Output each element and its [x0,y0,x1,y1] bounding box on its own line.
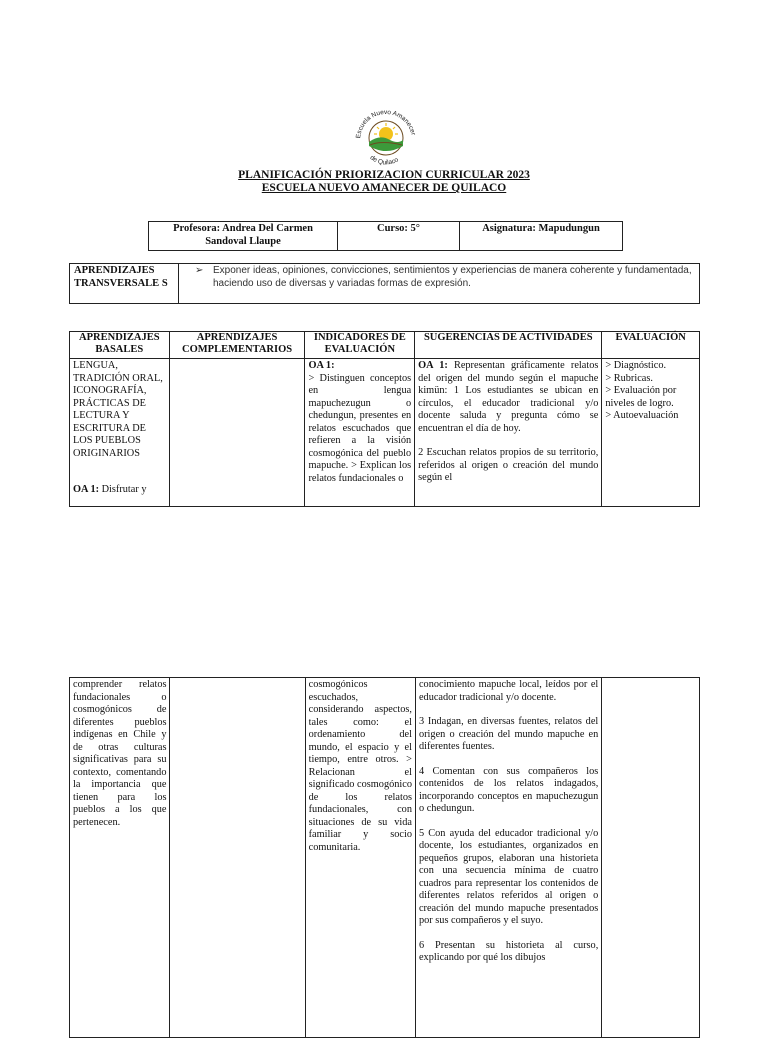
header-complementarios: APRENDIZAJES COMPLEMENTARIOS [169,332,305,359]
header-indicadores: INDICADORES DE EVALUACIÓN [305,332,415,359]
logo-text-bottom: de Quilaco [368,154,400,167]
indicadores-cell-continued: cosmogónicos escuchados, considerando aspectos, tales como: el ordenamiento del mundo, el espacio y el tiempo, entre otros. > Relacionan el significado cosmogónico de los relatos fundacionales, con situaciones de su vida familiar y socio comunitaria. [305,678,415,1038]
profesora-cell: Profesora: Andrea Del Carmen Sandoval Llaupe [149,222,338,251]
sugerencias-paragraph: 3 Indagan, en diversas fuentes, relatos del origen o creación del mundo mapuche en diferentes fuentes. [418,716,599,752]
header-basales: APRENDIZAJES BASALES [70,332,170,359]
basales-cell [70,359,170,507]
transversales-content [179,264,700,304]
document-title-line2: ESCUELA NUEVO AMANECER DE QUILACO [261,182,507,194]
indicadores-cell [305,359,415,507]
sugerencias-oa-label: OA 1: [418,360,448,371]
sugerencias-paragraph: 5 Con ayuda del educador tradicional y/o docente, los estudiantes, organizados en pequeños grupos, elaboran una historieta con una secuencia mínima de cuatro cuadros para representar los contenidos de diferentes relatos referidos al origen o creación del mundo mapuche presentados por sus compañeros y el suyo. [418,827,599,926]
basales-oa-text: Disfrutar y [99,484,147,495]
asignatura-cell: Asignatura: Mapudungun [460,222,623,251]
transversales-table [69,263,700,304]
evaluacion-item: > Rubricas. [605,372,653,384]
sugerencias-cell [415,359,602,507]
evaluacion-cell [602,359,700,507]
transversales-label: APRENDIZAJES TRANSVERSALE S [70,264,179,304]
curso-cell: Curso: 5° [338,222,460,251]
sugerencias-p2: 2 Escuchan relatos propios de su territorio, referidos al origen o creación del mundo según el [418,447,599,483]
evaluacion-cell-continued [602,678,700,1038]
sugerencias-p1: Representan gráficamente relatos del origen del mundo según el mapuche kimün: 1 Los estudiantes se ubican en círculos, el educador tradicional y/o docente saluda y pregunta cómo se encuentran el día de hoy. [418,360,599,434]
sugerencias-paragraph: 6 Presentan su historieta al curso, explicando por qué los dibujos [418,939,599,963]
info-table [148,221,623,251]
document-title-line1: PLANIFICACIÓN PRIORIZACION CURRICULAR 2023 [238,169,530,181]
planning-table-continued [69,677,700,1038]
header-evaluacion: EVALUACIÓN [602,332,700,359]
basales-cell-continued: comprender relatos fundacionales o cosmogónicos de diferentes pueblos indígenas en Chile y de otras culturas significativas para su contexto, comentando la importancia que tienen para los pueblos a los que pertenecen. [70,678,170,1038]
indicadores-oa-label: OA 1: [308,360,335,371]
transversales-text: Exponer ideas, opiniones, convicciones, sentimientos y experiencias de manera coherente y fundamentada, haciendo uso de diversas y variadas formas de expresión. [213,265,692,289]
basales-oa-label: OA 1: [73,484,100,495]
header-sugerencias: SUGERENCIAS DE ACTIVIDADES [415,332,602,359]
complementarios-cell [169,359,305,507]
sugerencias-paragraph: 4 Comentan con sus compañeros los contenidos de los relatos indagados, incorporando conceptos en mapuchezugun o chedungun. [418,765,599,814]
svg-text:de Quilaco [368,154,400,166]
sugerencias-cell-continued [415,678,601,1038]
sugerencias-paragraph: conocimiento mapuche local, leídos por el educador tradicional y/o docente. [418,679,599,703]
evaluacion-item: > Evaluación por niveles de logro. [605,385,677,409]
indicadores-text: > Distinguen conceptos en lengua mapuchezugun o chedungun, presentes en relatos escuchados que refieren a la visión cosmogónica del pueblo mapuche. > Explican los relatos fundacionales o [308,372,412,484]
school-logo [350,100,422,168]
logo-text-top: Escuela Nuevo Amanecer [355,108,417,139]
evaluacion-item: > Diagnóstico. [605,360,667,371]
basales-heading: LENGUA, TRADICIÓN ORAL, ICONOGRAFÍA, PRÁCTICAS DE LECTURA Y ESCRITURA DE LOS PUEBLOS ORIGINARIOS [73,360,163,459]
arrow-bullet-icon: ➢ [195,265,204,276]
planning-table [69,331,700,507]
evaluacion-item: > Autoevaluación [605,410,679,421]
complementarios-cell-continued [170,678,305,1038]
